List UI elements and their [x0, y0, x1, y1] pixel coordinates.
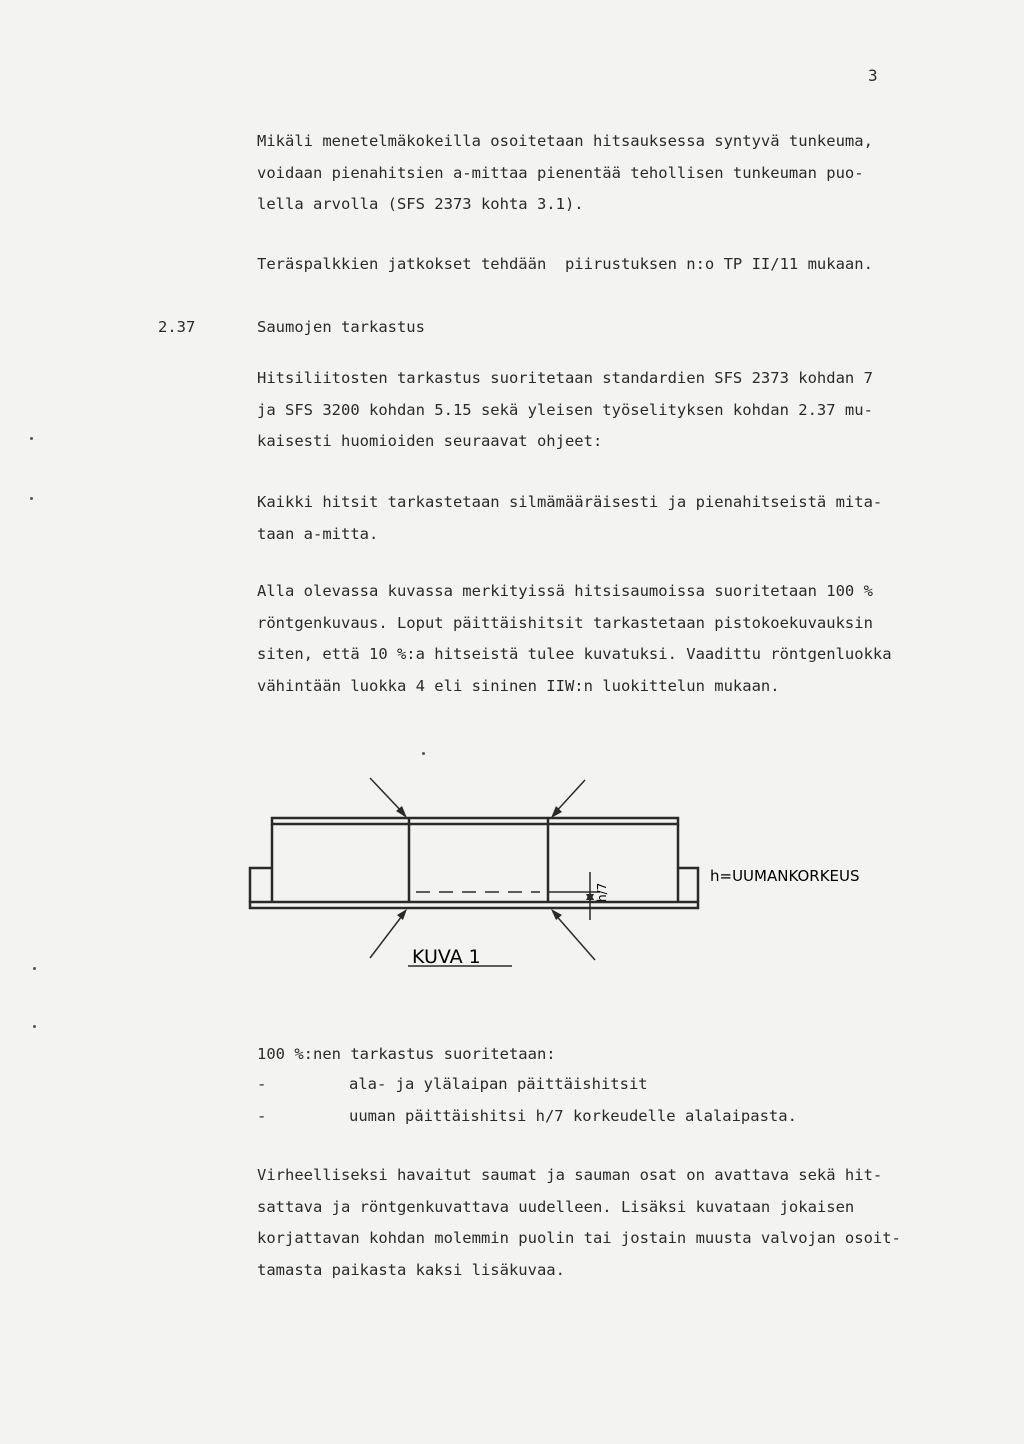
- paragraph-full-inspection: [257, 1039, 977, 1071]
- top-flange: [272, 818, 678, 824]
- text-line: lella arvolla (SFS 2373 kohta 3.1).: [257, 195, 584, 213]
- text-line: Alla olevassa kuvassa merkityissä hitsisaumoissa suoritetaan 100 %: [257, 582, 873, 600]
- list-marker: -: [257, 1075, 267, 1093]
- text-line: ja SFS 3200 kohdan 5.15 sekä yleisen työselityksen kohdan 2.37 mu-: [257, 400, 873, 419]
- bottom-flange-right-step: [678, 868, 698, 902]
- text-line: sattava ja röntgenkuvattava uudelleen. Lisäksi kuvataan jokaisen: [257, 1197, 855, 1216]
- text-line: röntgenkuvaus. Loput päittäishitsit tarkastetaan pistokoekuvauksin: [257, 613, 873, 632]
- scan-speck: [33, 967, 36, 970]
- dimension-label: h/7: [595, 882, 609, 902]
- section-number: 2.37: [158, 318, 196, 336]
- text-line: Kaikki hitsit tarkastetaan silmämääräisesti ja pienahitseistä mita-: [257, 493, 883, 511]
- text-line: Virheelliseksi havaitut saumat ja sauman osat on avattava sekä hit-: [257, 1166, 883, 1184]
- text-line: siten, että 10 %:a hitseistä tulee kuvatuksi. Vaadittu röntgenluokka: [257, 645, 892, 663]
- paragraph-visual: [257, 487, 977, 550]
- text-line: vähintään luokka 4 eli sininen IIW:n luokittelun mukaan.: [257, 676, 780, 695]
- paragraph-xray: [257, 576, 977, 702]
- paragraph-intro: [257, 126, 977, 221]
- scan-speck: [30, 437, 33, 440]
- text-line: voidaan pienahitsien a-mittaa pienentää tehollisen tunkeuman puo-: [257, 163, 864, 182]
- text-line: 100 %:nen tarkastus suoritetaan:: [257, 1045, 556, 1063]
- page-number: 3: [868, 66, 878, 85]
- arrowhead: [397, 909, 407, 920]
- scan-speck: [30, 497, 33, 500]
- text-line: Teräspalkkien jatkokset tehdään piirustuksen n:o TP II/11 mukaan.: [257, 255, 873, 273]
- text-line: tamasta paikasta kaksi lisäkuvaa.: [257, 1260, 565, 1279]
- figure-caption: KUVA 1: [412, 946, 481, 968]
- text-line: Mikäli menetelmäkokeilla osoitetaan hitsauksessa syntyvä tunkeuma,: [257, 132, 873, 150]
- list-marker: -: [257, 1107, 267, 1125]
- height-label: h=UUMANKORKEUS: [710, 867, 860, 885]
- list-item-text: uuman päittäishitsi h/7 korkeudelle alalaipasta.: [349, 1107, 797, 1125]
- text-line: korjattavan kohdan molemmin puolin tai jostain muusta valvojan osoit-: [257, 1229, 901, 1247]
- scan-speck: [422, 752, 425, 755]
- section-title: Saumojen tarkastus: [257, 318, 425, 336]
- arrow-bottom-left: [370, 912, 405, 958]
- bottom-flange-left-step: [250, 868, 272, 902]
- arrow-bottom-right: [553, 912, 595, 960]
- paragraph-inspection: [257, 363, 977, 458]
- scan-speck: [33, 1025, 36, 1028]
- bottom-flange: [250, 902, 698, 908]
- weld-diagram: [240, 770, 900, 980]
- list-item-text: ala- ja ylälaipan päittäishitsit: [349, 1075, 648, 1093]
- paragraph-repair: [257, 1160, 977, 1286]
- arrowhead: [551, 909, 562, 920]
- text-line: taan a-mitta.: [257, 524, 379, 543]
- text-line: kaisesti huomioiden seuraavat ohjeet:: [257, 432, 603, 450]
- paragraph-joints: [257, 249, 977, 281]
- text-line: Hitsiliitosten tarkastus suoritetaan standardien SFS 2373 kohdan 7: [257, 369, 873, 387]
